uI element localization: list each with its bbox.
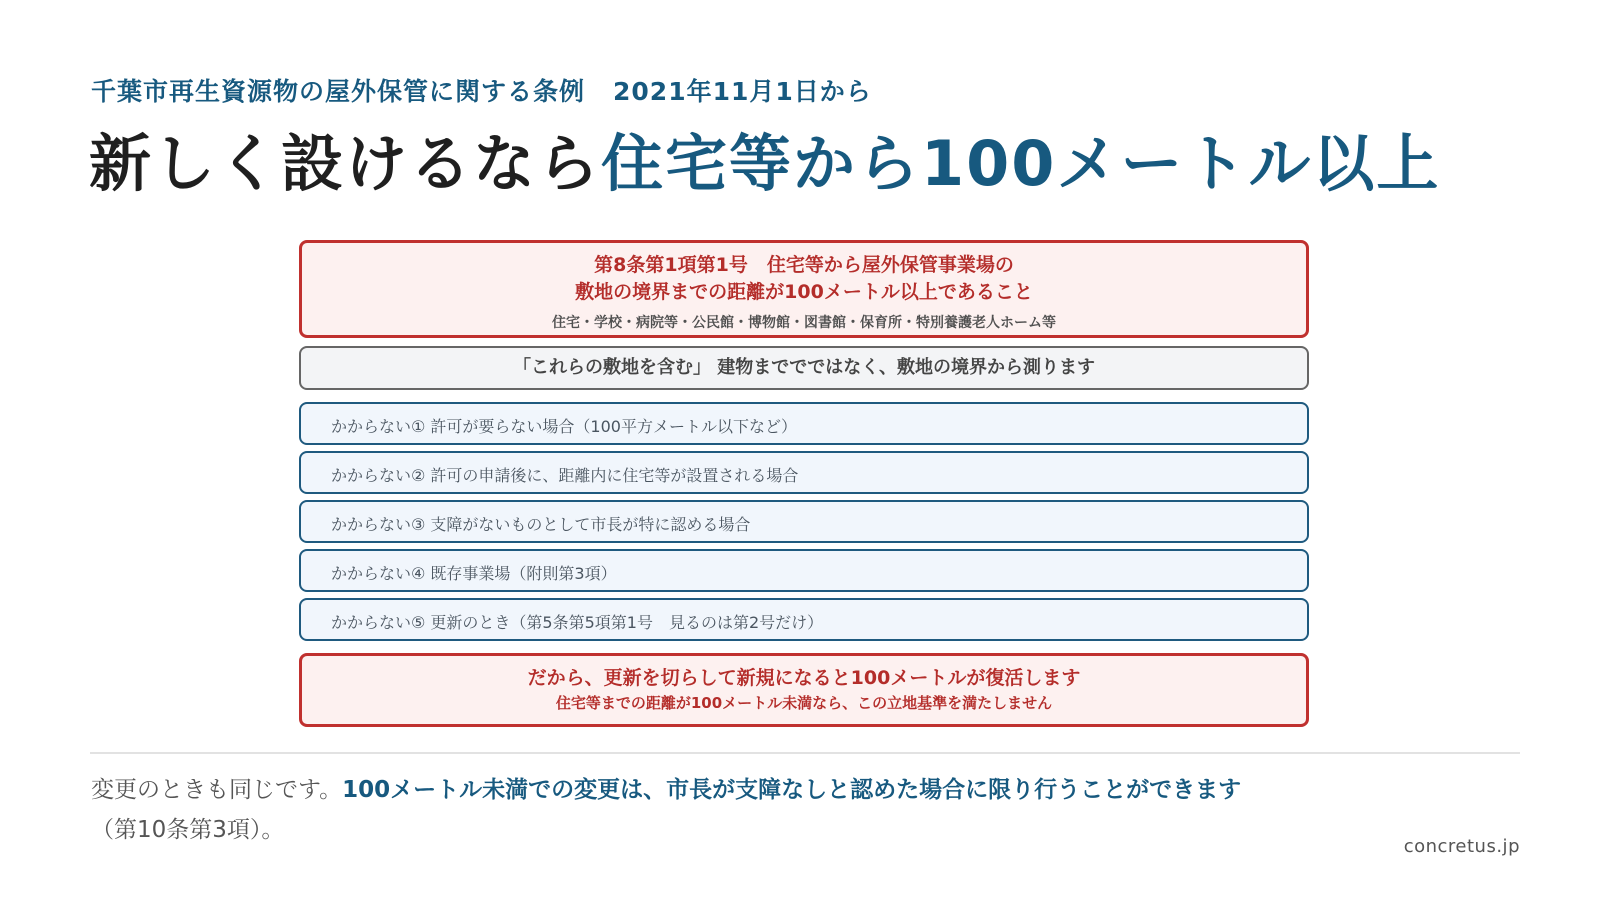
conclusion-box xyxy=(299,653,1309,727)
exception-text-3: かからない③ 支障がないものとして市長が特に認める場合 xyxy=(331,515,751,534)
exception-text-5: かからない⑤ 更新のとき（第5条第5項第1号 見るのは第2号だけ） xyxy=(331,613,824,632)
title-highlight: 住宅等から100メートル以上 xyxy=(601,127,1441,200)
ordinance-subtitle xyxy=(91,72,872,108)
exception-text-2: かからない② 許可の申請後に、距離内に住宅等が設置される場合 xyxy=(331,466,799,485)
exception-box-3 xyxy=(299,500,1309,543)
footer-lead: 変更のときも同じです。 xyxy=(91,777,343,803)
exception-box-2 xyxy=(299,451,1309,494)
divider xyxy=(90,752,1520,754)
rule-line-2: 敷地の境界までの距離が100メートル以上であること xyxy=(575,281,1033,303)
site-credit: concretus.jp xyxy=(1403,836,1520,857)
rule-line-1: 第8条第1項第1号 住宅等から屋外保管事業場の xyxy=(594,254,1014,276)
conclusion-main: だから、更新を切らして新規になると100メートルが復活します xyxy=(527,667,1081,689)
exception-box-4 xyxy=(299,549,1309,592)
conclusion-sub: 住宅等までの距離が100メートル未満なら、この立地基準を満たしません xyxy=(555,694,1053,712)
footer-note xyxy=(91,770,1281,850)
footer-citation: （第10条第3項）。 xyxy=(91,817,285,843)
title-lead: 新しく設けるなら xyxy=(89,127,602,200)
page-title xyxy=(89,124,1440,204)
rule-box xyxy=(299,240,1309,338)
effective-date: 2021年11月1日から xyxy=(613,77,872,106)
exception-text-1: かからない① 許可が要らない場合（100平方メートル以下など） xyxy=(331,417,797,436)
exception-text-4: かからない④ 既存事業場（附則第3項） xyxy=(331,564,617,583)
measurement-box xyxy=(299,346,1309,390)
footer-emphasis: 100メートル未満での変更は、市長が支障なしと認めた場合に限り行うことができます xyxy=(342,777,1242,803)
rule-facilities-note: 住宅・学校・病院等・公民館・博物館・図書館・保育所・特別養護老人ホーム等 xyxy=(552,315,1056,331)
ordinance-name: 千葉市再生資源物の屋外保管に関する条例 xyxy=(91,77,586,106)
measurement-text: 「これらの敷地を含む」 建物まででではなく、敷地の境界から測ります xyxy=(513,357,1095,378)
exception-box-5 xyxy=(299,598,1309,641)
exception-box-1 xyxy=(299,402,1309,445)
